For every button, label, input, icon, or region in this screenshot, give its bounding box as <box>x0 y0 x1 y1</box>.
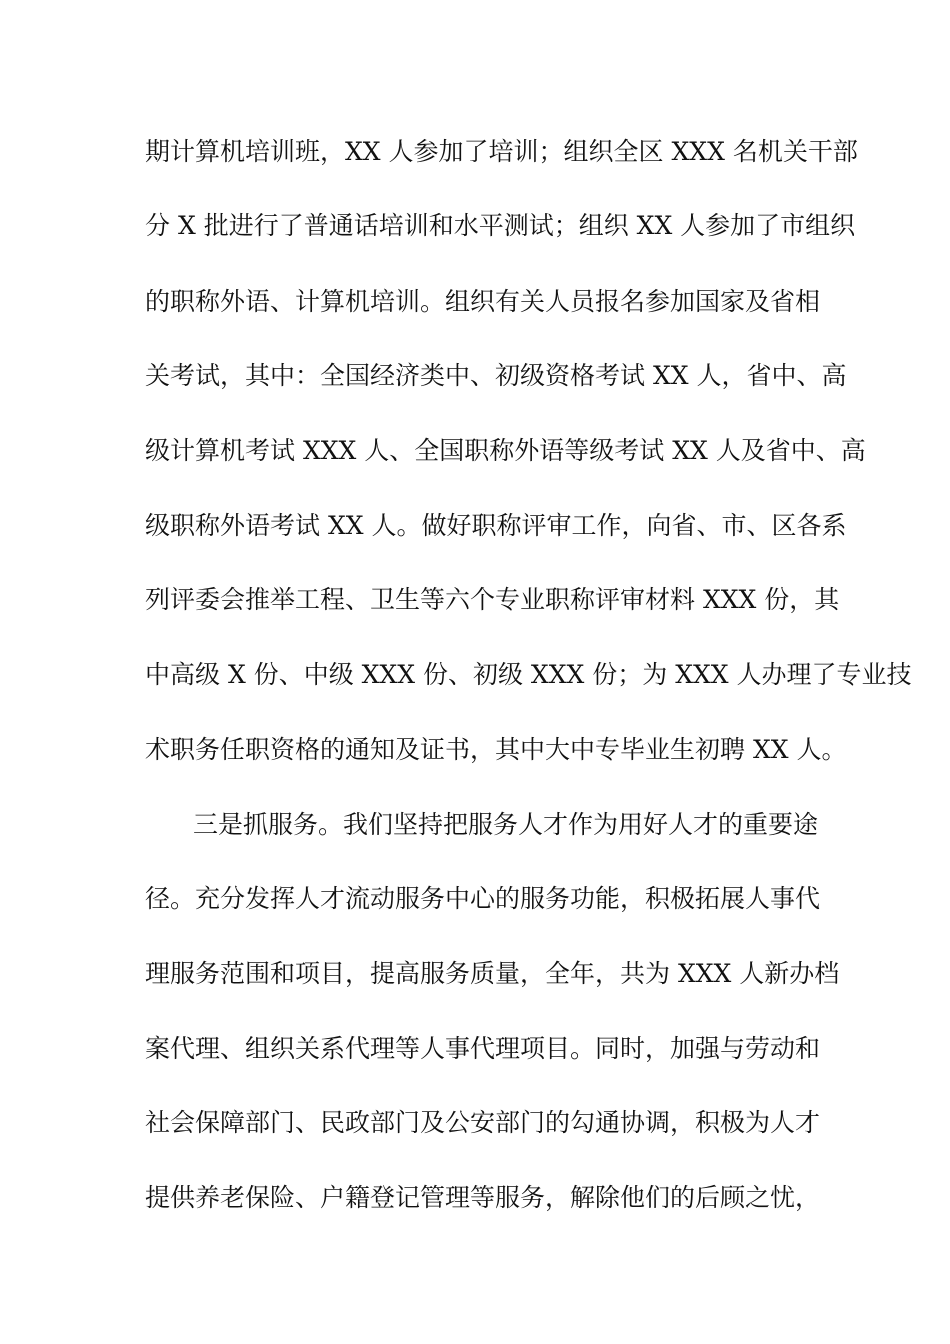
text-line-8: 中高级 X 份、中级 XXX 份、初级 XXX 份；为 XXX 人办理了专业技 <box>145 660 912 689</box>
text-line-4: 关考试，其中：全国经济类中、初级资格考试 XX 人，省中、高 <box>145 361 847 390</box>
text-line-3: 的职称外语、计算机培训。组织有关人员报名参加国家及省相 <box>145 287 821 316</box>
text-line-5: 级计算机考试 XXX 人、全国职称外语等级考试 XX 人及省中、高 <box>145 436 866 465</box>
text-line-1: 期计算机培训班，XX 人参加了培训；组织全区 XXX 名机关干部 <box>145 137 858 166</box>
text-line-10: 三是抓服务。我们坚持把服务人才作为用好人才的重要途 <box>193 810 819 839</box>
text-line-9: 术职务任职资格的通知及证书，其中大中专毕业生初聘 XX 人。 <box>145 735 847 764</box>
text-line-2: 分 X 批进行了普通话培训和水平测试；组织 XX 人参加了市组织 <box>145 211 856 240</box>
text-line-15: 提供养老保险、户籍登记管理等服务，解除他们的后顾之忧， <box>145 1183 821 1212</box>
text-line-11: 径。充分发挥人才流动服务中心的服务功能，积极拓展人事代 <box>145 884 821 913</box>
text-line-12: 理服务范围和项目，提高服务质量，全年，共为 XXX 人新办档 <box>145 959 840 988</box>
text-line-13: 案代理、组织关系代理等人事代理项目。同时，加强与劳动和 <box>145 1034 821 1063</box>
text-line-7: 列评委会推举工程、卫生等六个专业职称评审材料 XXX 份，其 <box>145 585 840 614</box>
text-line-14: 社会保障部门、民政部门及公安部门的勾通协调，积极为人才 <box>145 1108 821 1137</box>
text-line-6: 级职称外语考试 XX 人。做好职称评审工作，向省、市、区各系 <box>145 511 847 540</box>
